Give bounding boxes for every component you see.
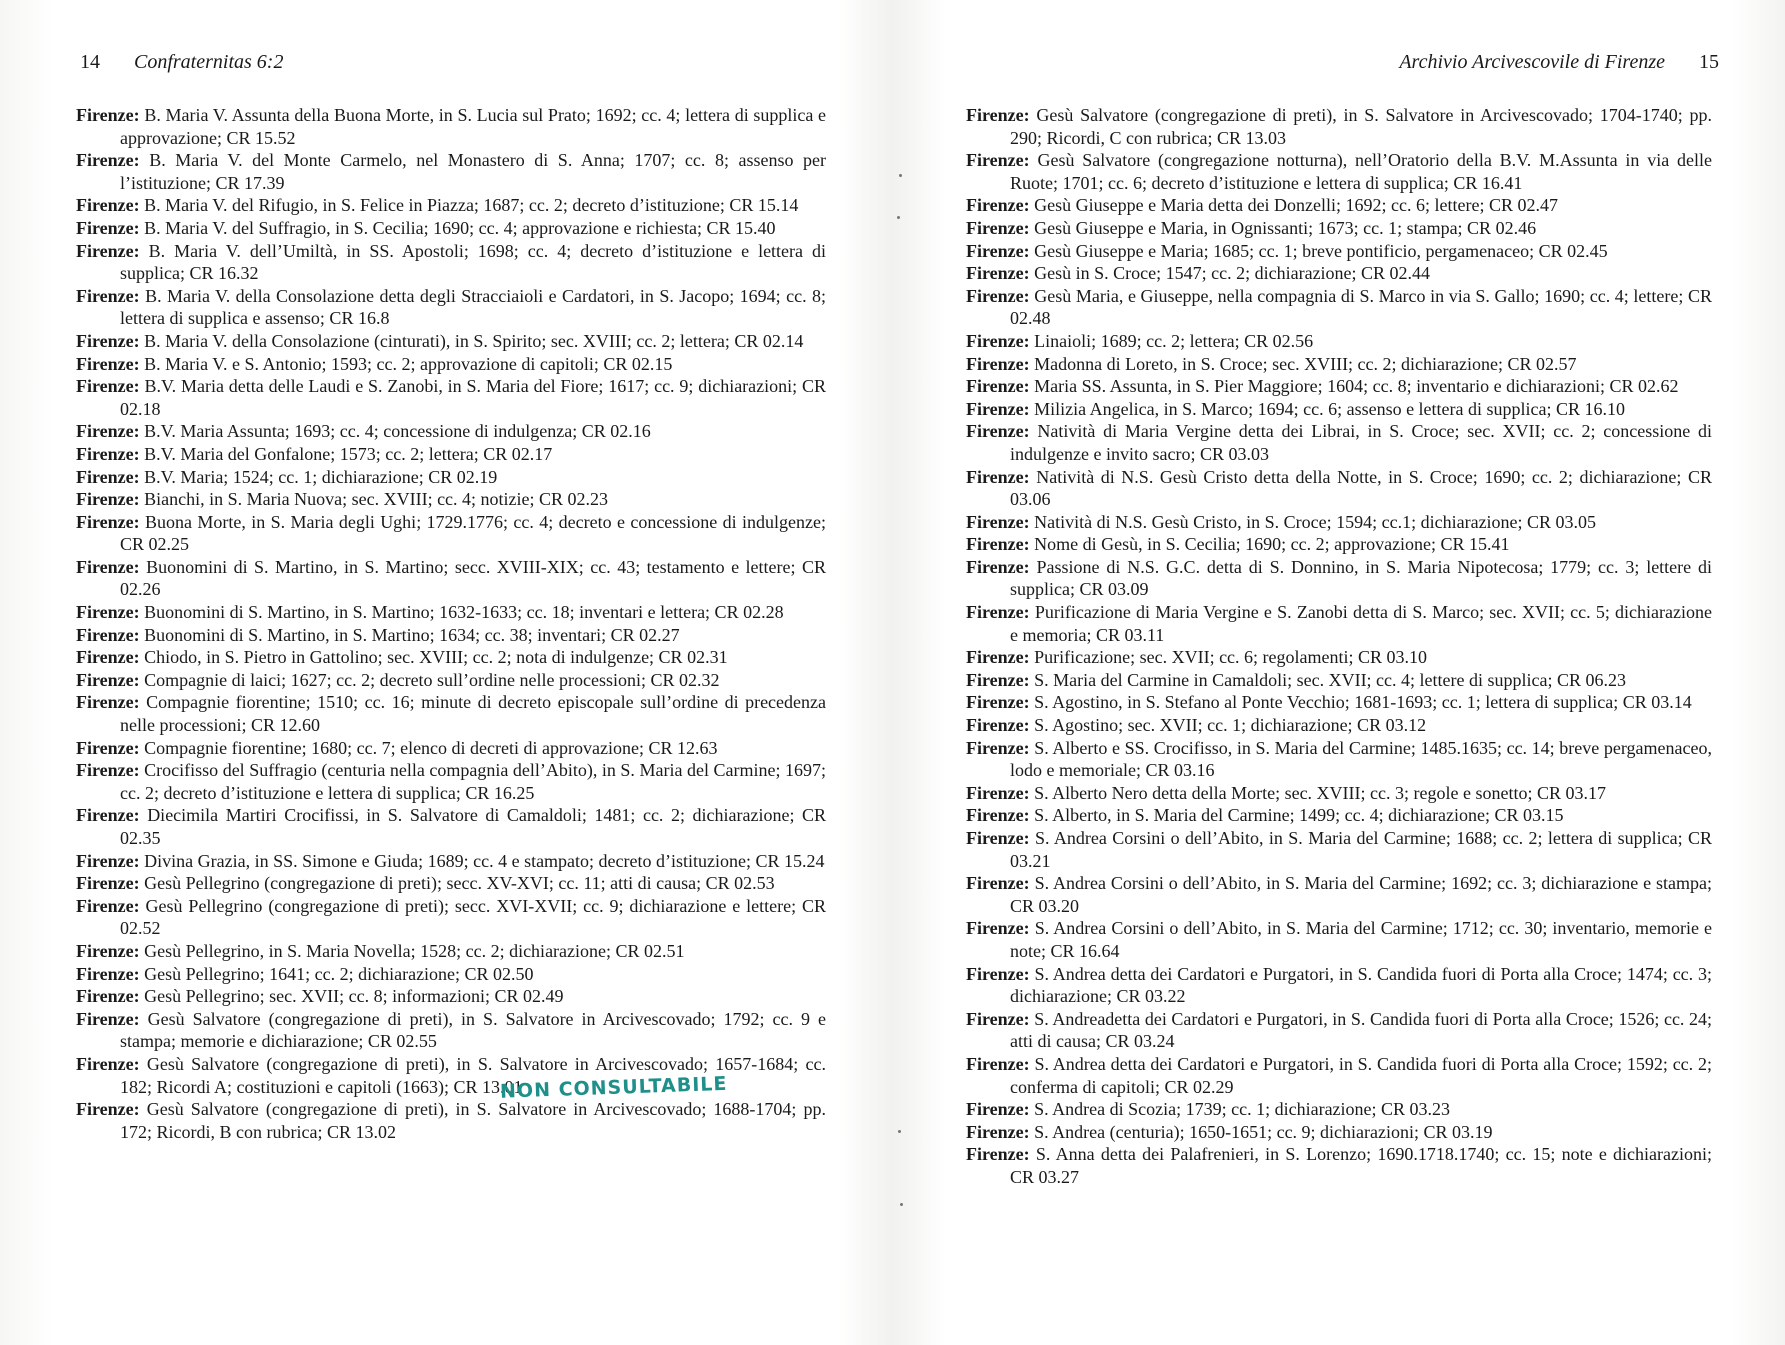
entry-place: Firenze: xyxy=(966,669,1030,690)
catalog-entry xyxy=(76,940,826,963)
entry-place: Firenze: xyxy=(76,1008,140,1029)
catalog-entry xyxy=(76,691,826,736)
catalog-entry xyxy=(76,963,826,986)
catalog-entry xyxy=(76,872,826,895)
catalog-entry xyxy=(966,285,1712,330)
entry-place: Firenze: xyxy=(966,692,1030,713)
entry-place: Firenze: xyxy=(76,105,140,125)
entry-place: Firenze: xyxy=(966,782,1030,803)
entry-place: Firenze: xyxy=(76,692,140,713)
entry-text: Gesù Salvatore (congregazione notturna), nell’Oratorio della B.V. M.Assunta in via delle Ruote; 1701; cc. 6; decreto d’istituzione e lettera di supplica; CR 16.41 xyxy=(1010,150,1712,193)
page-number: 15 xyxy=(1699,51,1719,73)
entry-place: Firenze: xyxy=(76,940,140,961)
catalog-entry xyxy=(966,556,1712,601)
catalog-entry xyxy=(76,285,826,330)
entry-text: S. Andrea (centuria); 1650-1651; cc. 9; dichiarazioni; CR 03.19 xyxy=(1034,1121,1493,1142)
entry-place: Firenze: xyxy=(76,240,140,261)
entry-text: Diecimila Martiri Crocifissi, in S. Salvatore di Camaldoli; 1481; cc. 2; dichiarazione; CR 02.35 xyxy=(120,805,827,848)
catalog-entry xyxy=(76,1053,827,1103)
entry-place: Firenze: xyxy=(966,1053,1030,1074)
entry-text: S. Andrea Corsini o dell’Abito, in S. Maria del Carmine; 1692; cc. 3; dichiarazione e stampa; CR 03.20 xyxy=(1010,873,1713,916)
entry-place: Firenze: xyxy=(966,240,1030,261)
entry-place: Firenze: xyxy=(76,330,140,351)
catalog-entry xyxy=(966,1143,1712,1188)
entry-place: Firenze: xyxy=(76,285,140,306)
catalog-entry xyxy=(76,194,826,217)
catalog-entry xyxy=(76,850,826,873)
catalog-entry xyxy=(76,646,826,669)
entry-text: Gesù in S. Croce; 1547; cc. 2; dichiarazione; CR 02.44 xyxy=(1034,263,1431,284)
entry-place: Firenze: xyxy=(76,466,140,487)
catalog-entry xyxy=(76,443,826,466)
catalog-entry xyxy=(966,511,1712,534)
entry-text: Compagnie fiorentine; 1680; cc. 7; elenco di decreti di approvazione; CR 12.63 xyxy=(144,737,718,758)
catalog-entry xyxy=(966,533,1712,556)
entry-text: Crocifisso del Suffragio (centuria nella compagnia dell’Abito), in S. Maria del Carmine; 1697; cc. 2; decreto d’istituzione e lettera di supplica; CR 16.25 xyxy=(120,760,826,803)
catalog-entry xyxy=(966,149,1712,194)
catalog-entry xyxy=(966,646,1712,669)
catalog-entry xyxy=(76,737,826,760)
entry-place: Firenze: xyxy=(966,330,1030,351)
catalog-entry xyxy=(76,985,826,1008)
entry-place: Firenze: xyxy=(966,963,1030,984)
catalog-entry xyxy=(966,217,1712,240)
entry-text: B.V. Maria Assunta; 1693; cc. 4; concessione di indulgenza; CR 02.16 xyxy=(144,421,651,442)
entry-text: Linaioli; 1689; cc. 2; lettera; CR 02.56 xyxy=(1034,330,1314,351)
entry-text: S. Maria del Carmine in Camaldoli; sec. XVII; cc. 4; lettere di supplica; CR 06.23 xyxy=(1034,669,1627,690)
entry-place: Firenze: xyxy=(966,737,1030,758)
entry-text: S. Andrea detta dei Cardatori e Purgatori, in S. Candida fuori di Porta alla Croce; 1592; cc. 2; conferma di capitoli; CR 02.29 xyxy=(1010,1053,1712,1097)
catalog-entry xyxy=(76,511,826,556)
catalog-entry xyxy=(966,1098,1712,1121)
entry-text: Milizia Angelica, in S. Marco; 1694; cc. 6; assenso e lettera di supplica; CR 16.10 xyxy=(1034,398,1626,419)
catalog-entry xyxy=(966,601,1712,646)
entry-place: Firenze: xyxy=(76,443,140,464)
catalog-entry xyxy=(76,895,826,940)
entry-place: Firenze: xyxy=(966,715,1030,736)
entry-place: Firenze: xyxy=(966,466,1030,487)
paper-speck xyxy=(898,1130,901,1133)
catalog-entry xyxy=(966,398,1712,421)
entry-place: Firenze: xyxy=(966,556,1030,577)
entry-text: Gesù Salvatore (congregazione di preti), in S. Salvatore in Arcivescovado; 1657-1684; cc. 182; Ricordi A; costituzioni e capitoli (1663); CR 13.01 xyxy=(120,1053,827,1097)
entry-place: Firenze: xyxy=(966,195,1030,216)
catalog-entry xyxy=(966,963,1712,1008)
entry-text: Chiodo, in S. Pietro in Gattolino; sec. XVIII; cc. 2; nota di indulgenze; CR 02.31 xyxy=(144,647,728,668)
left-page xyxy=(0,0,892,1345)
catalog-entry xyxy=(76,375,826,420)
catalog-entry xyxy=(966,872,1712,917)
entry-text: B. Maria V. della Consolazione (cinturati), in S. Spirito; sec. XVIII; cc. 2; lettera; CR 02.14 xyxy=(144,330,804,351)
entry-text: S. Alberto Nero detta della Morte; sec. XVIII; cc. 3; regole e sonetto; CR 03.17 xyxy=(1034,782,1606,803)
catalog-entry xyxy=(76,104,826,149)
entry-place: Firenze: xyxy=(76,737,140,758)
entry-text: Gesù Maria, e Giuseppe, nella compagnia di S. Marco in via S. Gallo; 1690; cc. 4; lettere; CR 02.48 xyxy=(1010,285,1713,329)
entry-place: Firenze: xyxy=(966,534,1030,555)
catalog-entry xyxy=(76,149,826,194)
entry-text: S. Agostino, in S. Stefano al Ponte Vecchio; 1681-1693; cc. 1; lettera di supplica; CR 03.14 xyxy=(1034,692,1692,713)
catalog-entry xyxy=(76,556,826,601)
entry-place: Firenze: xyxy=(76,421,140,442)
catalog-entry xyxy=(966,375,1712,398)
entry-text: Nome di Gesù, in S. Cecilia; 1690; cc. 2; approvazione; CR 15.41 xyxy=(1034,534,1510,555)
entry-text: B. Maria V. dell’Umiltà, in SS. Apostoli; 1698; cc. 4; decreto d’istituzione e lettera di supplica; CR 16.32 xyxy=(120,240,827,284)
entry-text: S. Alberto, in S. Maria del Carmine; 1499; cc. 4; dichiarazione; CR 03.15 xyxy=(1034,805,1564,826)
right-page xyxy=(892,0,1785,1345)
entry-text: Purificazione; sec. XVII; cc. 6; regolamenti; CR 03.10 xyxy=(1034,647,1428,668)
entry-text: Buonomini di S. Martino, in S. Martino; secc. XVIII-XIX; cc. 43; testamento e lettere; CR 02.26 xyxy=(120,556,826,600)
paper-speck xyxy=(897,216,900,219)
entry-place: Firenze: xyxy=(966,805,1030,826)
catalog-entry xyxy=(966,1008,1712,1053)
catalog-entry xyxy=(76,624,826,647)
right-entry-list xyxy=(966,104,1712,1189)
entry-place: Firenze: xyxy=(966,353,1030,374)
entry-text: B. Maria V. del Monte Carmelo, nel Monastero di S. Anna; 1707; cc. 8; assenso per l’istituzione; CR 17.39 xyxy=(120,150,827,193)
catalog-entry xyxy=(966,194,1712,217)
entry-text: Buona Morte, in S. Maria degli Ughi; 1729.1776; cc. 4; decreto e concessione di indulgenze; CR 02.25 xyxy=(120,511,827,555)
left-entry-list xyxy=(76,104,826,1143)
entry-text: Buonomini di S. Martino, in S. Martino; 1634; cc. 38; inventari; CR 02.27 xyxy=(144,624,680,645)
entry-place: Firenze: xyxy=(76,150,140,171)
entry-text: Natività di N.S. Gesù Cristo, in S. Croce; 1594; cc.1; dichiarazione; CR 03.05 xyxy=(1034,511,1597,532)
catalog-entry xyxy=(966,669,1712,692)
entry-text: Gesù Salvatore (congregazione di preti), in S. Salvatore in Arcivescovado; 1704-1740; pp. 290; Ricordi, C con rubrica; CR 13.03 xyxy=(1010,105,1713,148)
entry-place: Firenze: xyxy=(966,376,1030,397)
entry-text: Gesù Giuseppe e Maria detta dei Donzelli; 1692; cc. 6; lettere; CR 02.47 xyxy=(1034,195,1558,216)
catalog-entry xyxy=(966,262,1712,285)
entry-place: Firenze: xyxy=(76,647,140,668)
catalog-entry xyxy=(966,1121,1712,1144)
entry-place: Firenze: xyxy=(966,150,1030,171)
catalog-entry xyxy=(76,601,826,624)
entry-text: Gesù Pellegrino (congregazione di preti); secc. XV-XVI; cc. 11; atti di causa; CR 02.53 xyxy=(144,873,775,894)
entry-text: Madonna di Loreto, in S. Croce; sec. XVIII; cc. 2; dichiarazione; CR 02.57 xyxy=(1034,353,1577,374)
catalog-entry xyxy=(966,1053,1712,1098)
catalog-entry xyxy=(76,466,826,489)
entry-place: Firenze: xyxy=(966,398,1030,419)
entry-place: Firenze: xyxy=(966,217,1030,238)
entry-text: S. Andrea di Scozia; 1739; cc. 1; dichiarazione; CR 03.23 xyxy=(1034,1099,1451,1120)
entry-text: Divina Grazia, in SS. Simone e Giuda; 1689; cc. 4 e stampato; decreto d’istituzione; CR 15.24 xyxy=(144,850,825,871)
entry-text: Natività di Maria Vergine detta dei Librai, in S. Croce; sec. XVII; cc. 2; concessione di indulgenze e invito sacro; CR 03.03 xyxy=(1010,421,1712,464)
catalog-entry xyxy=(966,466,1712,511)
entry-place: Firenze: xyxy=(76,376,140,397)
left-running-head xyxy=(80,50,283,74)
entry-place: Firenze: xyxy=(966,602,1030,623)
entry-place: Firenze: xyxy=(76,986,140,1007)
entry-place: Firenze: xyxy=(76,556,140,577)
entry-place: Firenze: xyxy=(76,805,140,826)
entry-text: S. Anna detta dei Palafrenieri, in S. Lorenzo; 1690.1718.1740; cc. 15; note e dichiarazioni; CR 03.27 xyxy=(1010,1144,1713,1187)
entry-text: B. Maria V. Assunta della Buona Morte, in S. Lucia sul Prato; 1692; cc. 4; lettera di supplica e approvazione; CR 15.52 xyxy=(120,105,827,148)
entry-place: Firenze: xyxy=(76,624,140,645)
entry-text: Gesù Salvatore (congregazione di preti), in S. Salvatore in Arcivescovado; 1688-1704; pp. 172; Ricordi, B con rubrica; CR 13.02 xyxy=(120,1099,826,1142)
catalog-entry xyxy=(966,104,1712,149)
catalog-entry xyxy=(76,488,826,511)
paper-speck xyxy=(899,174,902,177)
entry-text: S. Andrea detta dei Cardatori e Purgatori, in S. Candida fuori di Porta alla Croce; 1474; cc. 3; dichiarazione; CR 03.22 xyxy=(1010,963,1712,1007)
entry-text: S. Andrea Corsini o dell’Abito, in S. Maria del Carmine; 1688; cc. 2; lettera di supplica; CR 03.21 xyxy=(1010,828,1713,871)
entry-place: Firenze: xyxy=(966,828,1030,848)
entry-place: Firenze: xyxy=(76,963,140,984)
entry-text: B. Maria V. del Suffragio, in S. Cecilia; 1690; cc. 4; approvazione e richiesta; CR 15.40 xyxy=(144,217,776,238)
entry-place: Firenze: xyxy=(76,669,140,690)
entry-place: Firenze: xyxy=(76,1053,140,1074)
catalog-entry xyxy=(966,737,1712,782)
catalog-entry xyxy=(76,1008,826,1053)
entry-place: Firenze: xyxy=(76,760,140,781)
catalog-entry xyxy=(966,714,1712,737)
entry-place: Firenze: xyxy=(76,195,140,216)
catalog-entry xyxy=(966,420,1712,465)
page-number: 14 xyxy=(80,51,100,73)
catalog-entry xyxy=(76,1098,826,1143)
entry-place: Firenze: xyxy=(966,647,1030,668)
catalog-entry xyxy=(76,669,826,692)
entry-text: Gesù Salvatore (congregazione di preti), in S. Salvatore in Arcivescovado; 1792; cc. 9 e stampa; memorie e dichiarazione; CR 02.55 xyxy=(120,1008,827,1052)
catalog-entry xyxy=(966,917,1712,962)
catalog-entry xyxy=(76,353,826,376)
entry-place: Firenze: xyxy=(966,511,1030,532)
catalog-entry xyxy=(76,240,826,285)
catalog-entry xyxy=(966,353,1712,376)
entry-text: Compagnie di laici; 1627; cc. 2; decreto sull’ordine nelle processioni; CR 02.32 xyxy=(144,669,720,690)
entry-text: Compagnie fiorentine; 1510; cc. 16; minute di decreto episcopale sull’ordine di precedenza nelle processioni; CR 12.60 xyxy=(120,692,827,736)
entry-place: Firenze: xyxy=(76,602,140,623)
catalog-entry xyxy=(76,759,826,804)
handwritten-annotation: NON CONSULTABILE xyxy=(500,1072,729,1103)
catalog-entry xyxy=(76,217,826,240)
entry-place: Firenze: xyxy=(76,873,140,894)
entry-text: S. Agostino; sec. XVII; cc. 1; dichiarazione; CR 03.12 xyxy=(1034,715,1427,736)
paper-speck xyxy=(900,1203,903,1206)
entry-place: Firenze: xyxy=(966,1008,1030,1029)
running-title: Confraternitas 6:2 xyxy=(134,51,284,73)
entry-text: Bianchi, in S. Maria Nuova; sec. XVIII; cc. 4; notizie; CR 02.23 xyxy=(144,489,609,510)
catalog-entry xyxy=(966,691,1712,714)
entry-text: B. Maria V. della Consolazione detta degli Stracciaioli e Cardatori, in S. Jacopo; 1694; cc. 8; lettera di supplica e assenso; CR 16.8 xyxy=(120,285,826,329)
entry-place: Firenze: xyxy=(966,918,1030,939)
catalog-entry xyxy=(76,330,826,353)
entry-text: Natività di N.S. Gesù Cristo detta della Notte, in S. Croce; 1690; cc. 2; dichiarazione; CR 03.06 xyxy=(1010,466,1712,510)
catalog-entry xyxy=(966,804,1712,827)
entry-text: S. Andrea Corsini o dell’Abito, in S. Maria del Carmine; 1712; cc. 30; inventario, memorie e note; CR 16.64 xyxy=(1010,918,1712,961)
entry-place: Firenze: xyxy=(76,850,140,871)
entry-text: B. Maria V. e S. Antonio; 1593; cc. 2; approvazione di capitoli; CR 02.15 xyxy=(144,353,673,374)
entry-text: Maria SS. Assunta, in S. Pier Maggiore; 1604; cc. 8; inventario e dichiarazioni; CR 02.62 xyxy=(1034,376,1679,397)
catalog-entry xyxy=(966,330,1712,353)
running-title: Archivio Arcivescovile di Firenze xyxy=(1399,51,1665,73)
entry-place: Firenze: xyxy=(966,873,1030,894)
entry-text: Passione di N.S. G.C. detta di S. Donnino, in S. Maria Nipotecosa; 1779; cc. 3; lettere di supplica; CR 03.09 xyxy=(1010,556,1713,600)
entry-text: B.V. Maria del Gonfalone; 1573; cc. 2; lettera; CR 02.17 xyxy=(144,443,553,464)
entry-text: B. Maria V. del Rifugio, in S. Felice in Piazza; 1687; cc. 2; decreto d’istituzione; CR 15.14 xyxy=(144,195,799,216)
catalog-entry xyxy=(966,240,1712,263)
entry-place: Firenze: xyxy=(966,1121,1030,1142)
entry-place: Firenze: xyxy=(966,421,1030,442)
entry-place: Firenze: xyxy=(966,1099,1030,1120)
entry-place: Firenze: xyxy=(76,217,140,238)
entry-text: Gesù Pellegrino (congregazione di preti); secc. XVI-XVII; cc. 9; dichiarazione e lettere; CR 02.52 xyxy=(120,895,827,939)
entry-place: Firenze: xyxy=(76,895,140,916)
entry-place: Firenze: xyxy=(966,105,1030,125)
entry-place: Firenze: xyxy=(76,1099,140,1120)
entry-text: B.V. Maria; 1524; cc. 1; dichiarazione; CR 02.19 xyxy=(144,466,498,487)
entry-place: Firenze: xyxy=(966,263,1030,284)
entry-text: Gesù Giuseppe e Maria; 1685; cc. 1; breve pontificio, pergamenaceo; CR 02.45 xyxy=(1034,240,1608,261)
entry-text: S. Andreadetta dei Cardatori e Purgatori, in S. Candida fuori di Porta alla Croce; 1526; cc. 24; atti di causa; CR 03.24 xyxy=(1010,1008,1713,1052)
entry-text: Gesù Giuseppe e Maria, in Ognissanti; 1673; cc. 1; stampa; CR 02.46 xyxy=(1034,217,1537,238)
catalog-entry xyxy=(76,420,826,443)
entry-text: Buonomini di S. Martino, in S. Martino; 1632-1633; cc. 18; inventari e lettera; CR 02.28 xyxy=(144,602,784,623)
entry-text: Gesù Pellegrino, in S. Maria Novella; 1528; cc. 2; dichiarazione; CR 02.51 xyxy=(144,940,685,961)
entry-place: Firenze: xyxy=(966,1144,1030,1165)
entry-text: Gesù Pellegrino; 1641; cc. 2; dichiarazione; CR 02.50 xyxy=(144,963,534,984)
entry-place: Firenze: xyxy=(76,353,140,374)
entry-place: Firenze: xyxy=(76,489,140,510)
catalog-entry xyxy=(76,804,826,849)
entry-text: Purificazione di Maria Vergine e S. Zanobi detta di S. Marco; sec. XVII; cc. 5; dichiarazione e memoria; CR 03.11 xyxy=(1010,602,1712,645)
catalog-entry xyxy=(966,827,1712,872)
entry-text: B.V. Maria detta delle Laudi e S. Zanobi, in S. Maria del Fiore; 1617; cc. 9; dichiarazioni; CR 02.18 xyxy=(120,376,826,419)
entry-text: S. Alberto e SS. Crocifisso, in S. Maria del Carmine; 1485.1635; cc. 14; breve pergamenaceo, lodo e memoriale; CR 03.16 xyxy=(1010,737,1713,781)
catalog-entry xyxy=(966,782,1712,805)
right-running-head xyxy=(1399,50,1719,74)
entry-place: Firenze: xyxy=(76,511,140,532)
entry-text: Gesù Pellegrino; sec. XVII; cc. 8; informazioni; CR 02.49 xyxy=(144,986,564,1007)
entry-place: Firenze: xyxy=(966,285,1030,306)
